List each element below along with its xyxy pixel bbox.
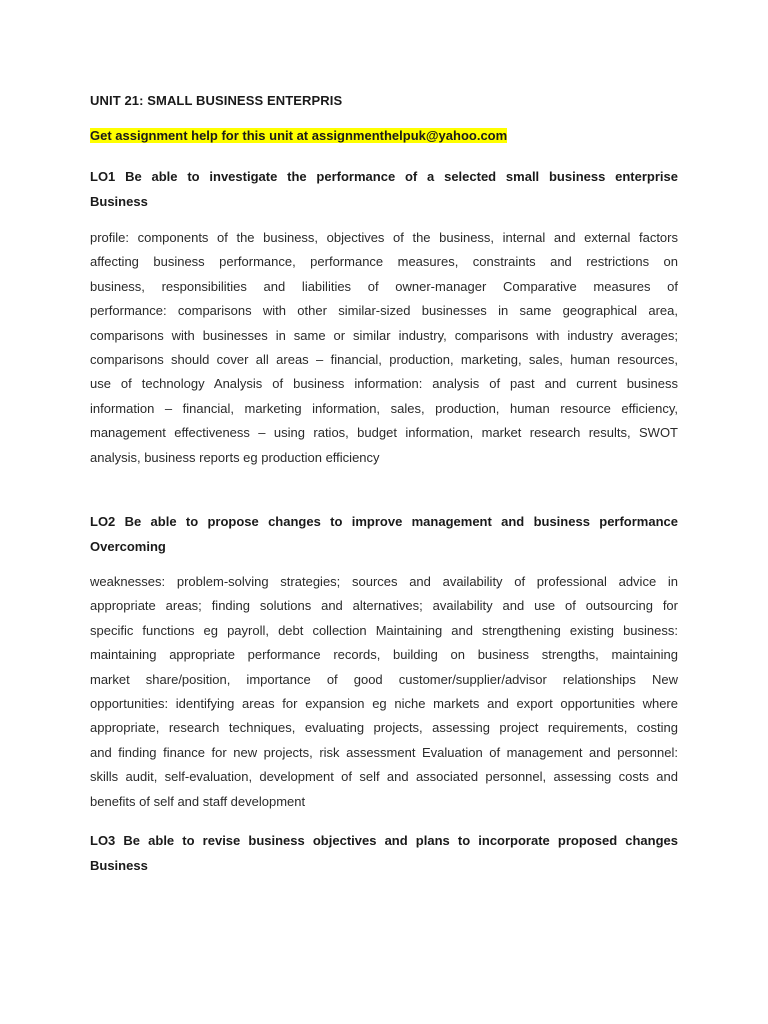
lo1-body-line: information – financial, marketing information, sales, production, human resource efficiency,	[90, 400, 678, 416]
lo2-body-line: and finding finance for new projects, risk assessment Evaluation of management and personnel:	[90, 744, 678, 760]
lo2-body-line: benefits of self and staff development	[90, 793, 306, 809]
lo2-heading	[90, 509, 678, 559]
lo2-heading-line: Overcoming	[90, 539, 166, 554]
document-title: UNIT 21: SMALL BUSINESS ENTERPRIS	[90, 93, 343, 108]
lo2-body-line: skills audit, self-evaluation, development of self and associated personnel, assessing costs and	[90, 769, 678, 785]
lo1-heading	[90, 164, 678, 214]
lo1-body-line: affecting business performance, performance measures, constraints and restrictions on	[90, 254, 678, 270]
lo2-heading-line: LO2 Be able to propose changes to improve management and business performance	[90, 514, 678, 529]
lo3-heading-line: LO3 Be able to revise business objectives and plans to incorporate proposed changes	[90, 833, 678, 848]
lo1-body-line: performance: comparisons with other similar-sized businesses in same geographical area,	[90, 303, 678, 319]
lo3-heading	[90, 828, 678, 878]
lo2-body	[90, 570, 678, 814]
lo2-body-line: market share/position, importance of good customer/supplier/advisor relationships New	[90, 671, 678, 687]
lo3-heading-line: Business	[90, 858, 148, 873]
lo1-body-line: management effectiveness – using ratios, budget information, market research results, SWOT	[90, 425, 678, 441]
lo1-body-line: comparisons should cover all areas – financial, production, marketing, sales, human resources,	[90, 352, 678, 368]
lo1-heading-line: Business	[90, 194, 148, 209]
lo1-body	[90, 226, 678, 470]
lo1-body-line: profile: components of the business, objectives of the business, internal and external factors	[90, 230, 678, 245]
highlighted-help-text: Get assignment help for this unit at assignmenthelpuk@yahoo.com	[90, 128, 508, 143]
lo2-body-line: specific functions eg payroll, debt collection Maintaining and strengthening existing business:	[90, 622, 678, 638]
lo1-body-line: business, responsibilities and liabilities of owner-manager Comparative measures of	[90, 278, 678, 294]
lo1-body-line: comparisons with businesses in same or similar industry, comparisons with industry averages;	[90, 327, 678, 343]
lo1-body-line: use of technology Analysis of business information: analysis of past and current business	[90, 376, 678, 392]
lo2-body-line: maintaining appropriate performance records, building on business strengths, maintaining	[90, 647, 678, 663]
lo2-body-line: opportunities: identifying areas for expansion eg niche markets and export opportunities where	[90, 696, 678, 712]
lo2-body-line: appropriate areas; finding solutions and alternatives; availability and use of outsourcing for	[90, 598, 678, 614]
lo2-body-line: appropriate, research techniques, evaluating projects, assessing project requirements, costing	[90, 720, 678, 736]
lo2-body-line: weaknesses: problem-solving strategies; sources and availability of professional advice in	[90, 574, 678, 589]
assignment-help-line	[90, 128, 507, 143]
lo1-heading-line: LO1 Be able to investigate the performance of a selected small business enterprise	[90, 169, 678, 184]
lo1-body-line: analysis, business reports eg production efficiency	[90, 449, 380, 465]
